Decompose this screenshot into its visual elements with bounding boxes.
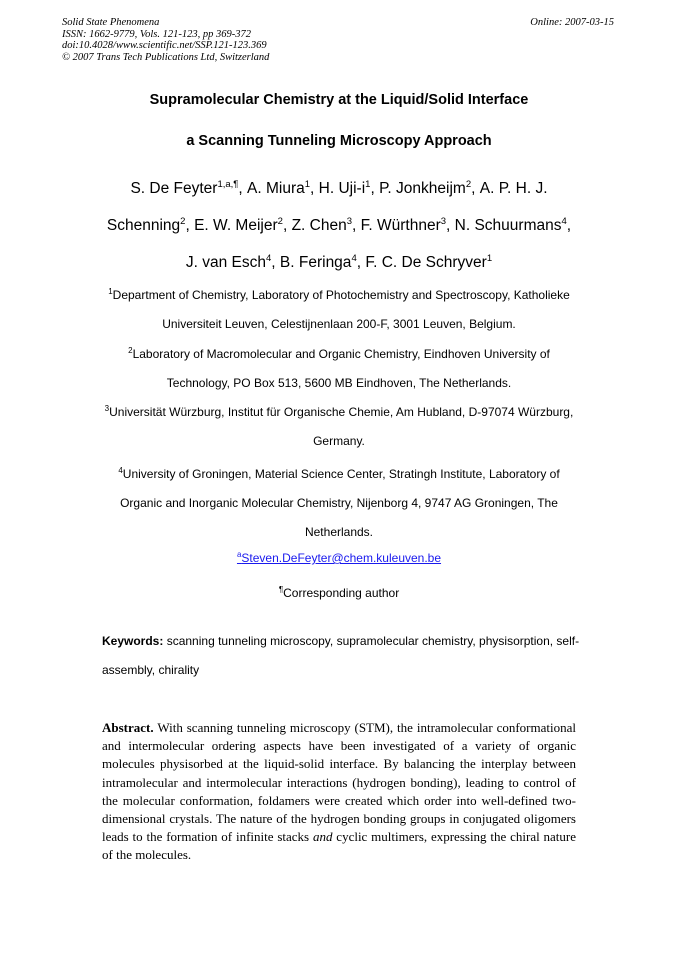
affiliation-number: 1 (108, 287, 113, 296)
abstract-section (102, 719, 576, 865)
author: E. W. Meijer$^2$, (194, 216, 292, 234)
paper-title-line1: Supramolecular Chemistry at the Liquid/Solid Interface (149, 92, 529, 108)
author-name: F. Würthner (360, 217, 441, 234)
email-address: Steven.DeFeyter@chem.kuleuven.be (241, 551, 442, 565)
author: A. Miura$^1$, (247, 179, 319, 197)
author: P. Jonkheijm$^2$, (379, 179, 480, 197)
abstract-italic-word: and (312, 829, 333, 845)
email-marker: a (236, 550, 242, 559)
author-affiliation-marker: 2 (180, 216, 186, 227)
author-name: B. Feringa (279, 254, 352, 271)
abstract-label: Abstract. (102, 720, 154, 735)
author: S. De Feyter$^{1,a,\P}$, (130, 179, 248, 197)
author: A. P. H. J. Schenning$^2$, (106, 180, 548, 234)
journal-name: Solid State Phenomena (62, 17, 160, 28)
author-name: A. Miura (247, 180, 305, 197)
author: F. Würthner$^3$, (360, 216, 455, 234)
paper-title-line2: a Scanning Tunneling Microscopy Approach (186, 133, 492, 149)
affiliation-4 (100, 460, 578, 547)
affiliation-number: 2 (128, 346, 133, 355)
corresponding-author-note (0, 586, 678, 600)
author: Z. Chen$^3$, (291, 216, 361, 234)
author-name: H. Uji-i (318, 180, 366, 197)
author-affiliation-marker: 3 (440, 216, 447, 227)
author-name: A. P. H. J. Schenning (106, 180, 548, 234)
author-affiliation-marker: 2 (277, 216, 283, 227)
keywords-text: scanning tunneling microscopy, supramolecular chemistry, physisorption, self-assembly, chirality (102, 634, 580, 677)
author (365, 254, 492, 271)
affiliation-text: Department of Chemistry, Laboratory of Photochemistry and Spectroscopy, Katholieke Universiteit Leuven, Celestijnenlaan 200-F, 3001 Leuven, Belgium. (112, 288, 570, 331)
author-affiliation-marker: 3 (346, 216, 352, 227)
author-list (90, 170, 588, 281)
author-name: P. Jonkheijm (379, 180, 466, 197)
author-name: E. W. Meijer (194, 217, 278, 234)
online-date: Online: 2007-03-15 (530, 17, 614, 28)
contact-email (0, 551, 678, 565)
abstract-text-end: cyclic multimers, expressing the chiral nature of the molecules. (102, 829, 577, 863)
author-name: N. Schuurmans (454, 217, 562, 234)
author: B. Feringa$^4$, (279, 253, 366, 271)
affiliation-number: 4 (118, 466, 123, 475)
author: N. Schuurmans$^4$, (454, 216, 572, 234)
author-affiliation-marker: 1 (365, 179, 371, 190)
copyright-line: © 2007 Trans Tech Publications Ltd, Switzerland (62, 51, 270, 63)
author-affiliation-marker: 1 (304, 179, 311, 190)
affiliation-2 (100, 340, 578, 398)
email-link[interactable] (237, 551, 441, 565)
affiliation-1 (100, 281, 578, 339)
doi-line: doi:10.4028/www.scientific.net/SSP.121-123.369 (62, 40, 267, 51)
author-affiliation-marker: 4 (351, 253, 357, 264)
author-name: F. C. De Schryver (365, 254, 487, 271)
author-name: S. De Feyter (130, 180, 218, 197)
corresponding-text: Corresponding author (283, 586, 400, 600)
corresponding-marker: ¶ (278, 585, 284, 594)
author-affiliation-marker: 1 (486, 253, 493, 264)
affiliation-3 (100, 398, 578, 456)
author-affiliation-marker: 1,a,¶ (217, 179, 239, 190)
author-affiliation-marker: 2 (465, 179, 472, 190)
issn-line: ISSN: 1662-9779, Vols. 121-123, pp 369-372 (62, 28, 251, 40)
journal-header (62, 17, 269, 63)
author-affiliation-marker: 4 (266, 253, 272, 264)
author-affiliation-marker: 4 (561, 216, 567, 227)
author: J. van Esch$^4$, (185, 253, 280, 271)
author: H. Uji-$i^1$, (318, 179, 380, 197)
affiliation-text: Laboratory of Macromolecular and Organic Chemistry, Eindhoven University of Technology, PO Box 513, 5600 MB Eindhoven, The Netherlands. (132, 347, 550, 390)
abstract-text: With scanning tunneling microscopy (STM), the intramolecular conformational and intermolecular ordering aspects have been investigated of a variety of organic molecules physisorbed at the liquid-solid interface. By balancing the interplay between intramolecular and intermolecular interactions (hydrogen bonding), leading to control of the molecular conformation, foldamers were created which order into well-defined two-dimensional crystals. The nature of the hydrogen bonding groups in conjugated oligomers leads to the formation of infinite stacks (102, 720, 576, 845)
affiliation-text: Universität Würzburg, Institut für Organische Chemie, Am Hubland, D-97074 Würzburg, Germany. (109, 405, 574, 448)
author-name: J. van Esch (185, 254, 266, 271)
affiliation-number: 3 (104, 404, 110, 413)
keywords-section (102, 627, 580, 685)
keywords-label: Keywords: (102, 634, 164, 648)
author-name: Z. Chen (291, 217, 347, 234)
affiliation-text: University of Groningen, Material Science Center, Stratingh Institute, Laboratory of Organic and Inorganic Molecular Chemistry, Nijenborg 4, 9747 AG Groningen, The Netherlands. (120, 467, 560, 539)
